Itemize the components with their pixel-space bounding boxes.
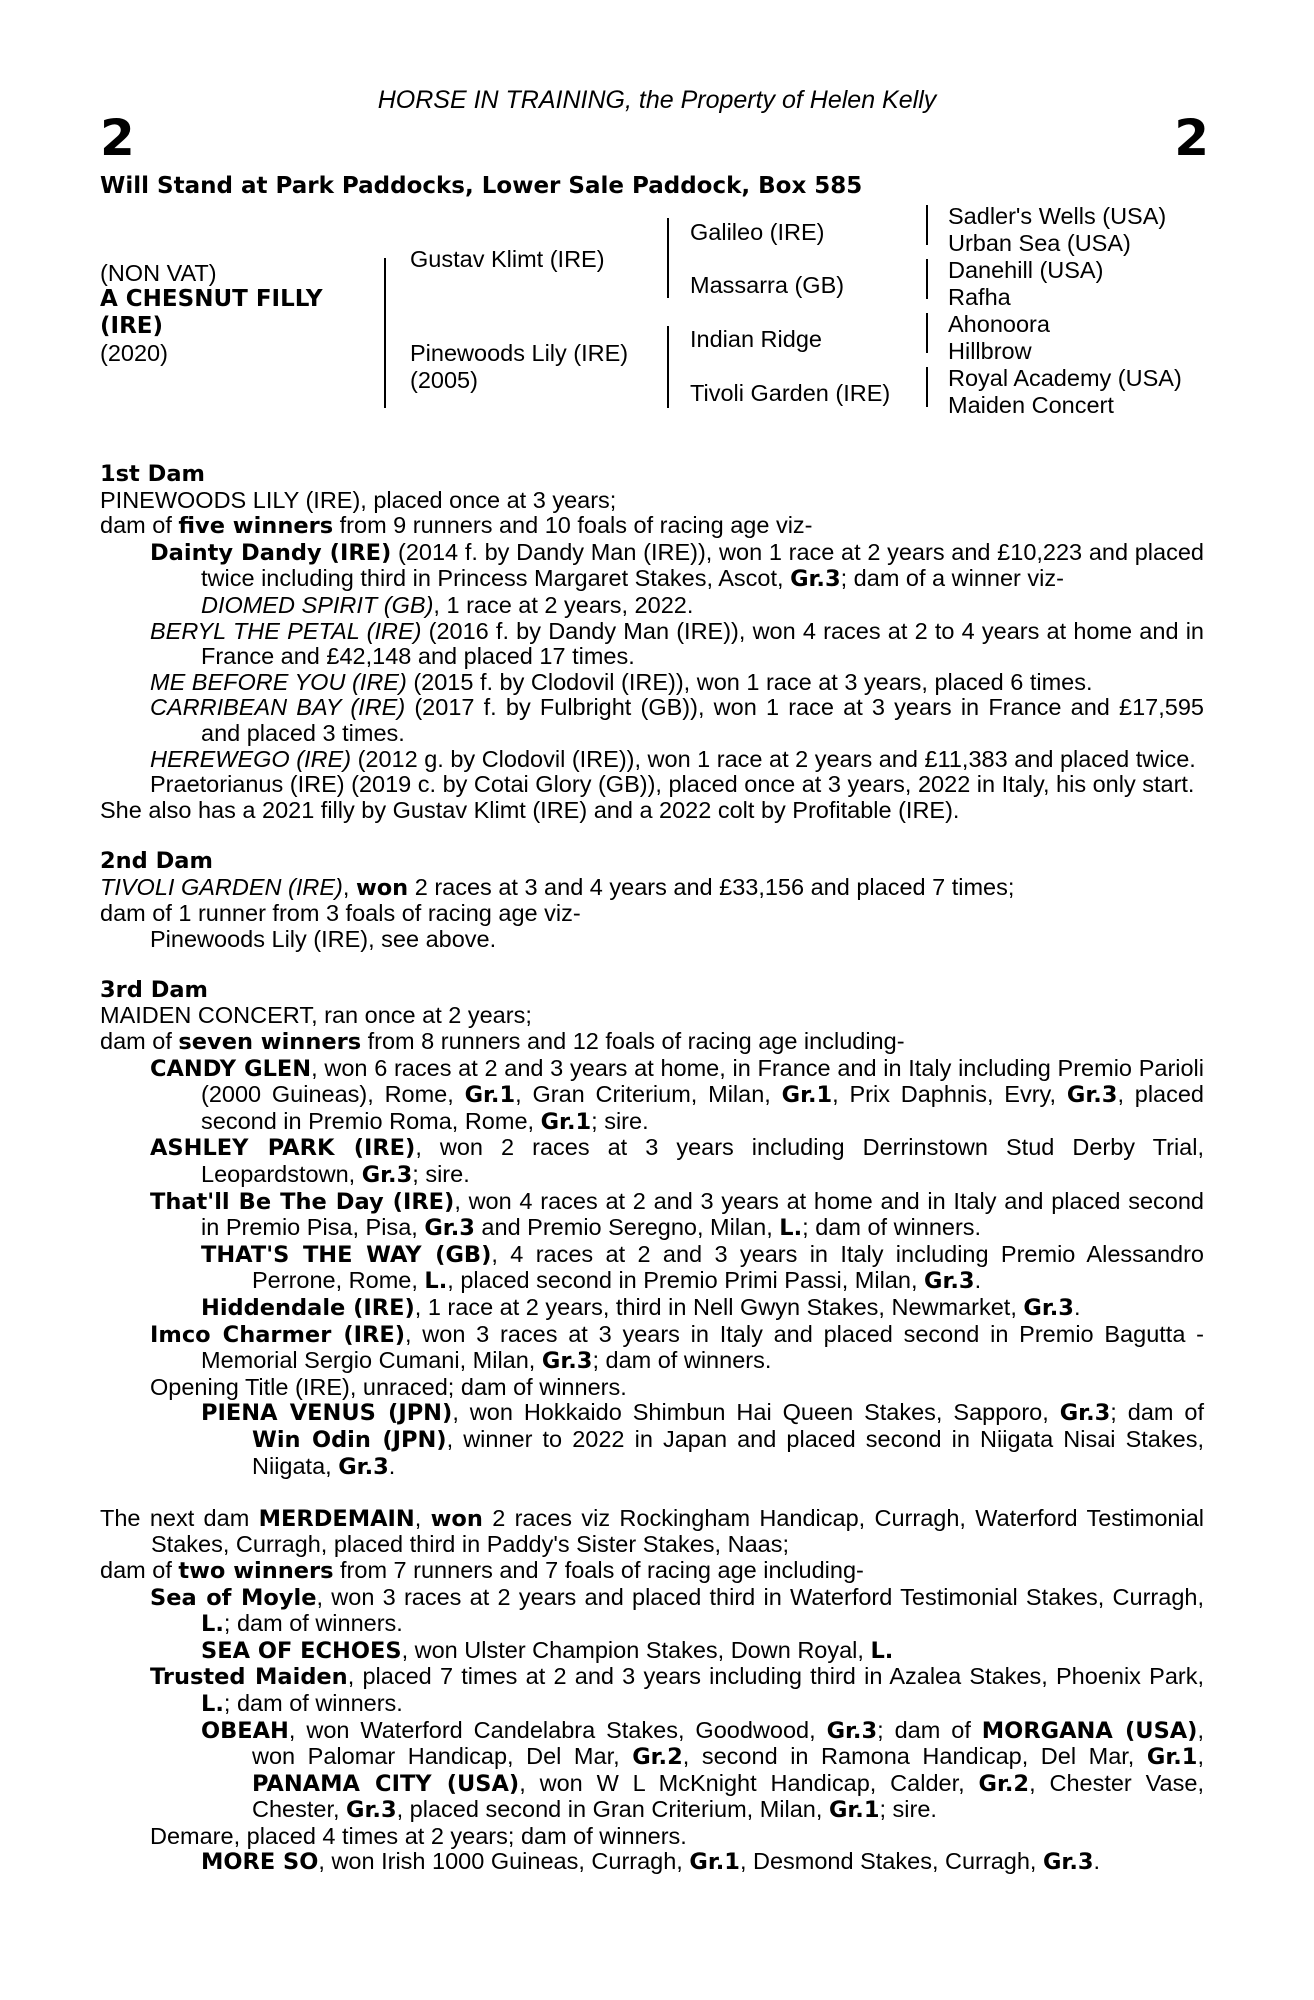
pedigree-g3-3: Danehill (USA) bbox=[948, 257, 1104, 283]
pedigree-g3-5: Ahonoora bbox=[948, 311, 1050, 337]
pedigree-dam: Pinewoods Lily (IRE) bbox=[410, 340, 629, 366]
third-dam-produce-summary: dam of seven winners from 8 runners and 12 foals of racing age including- bbox=[100, 1028, 905, 1056]
first-dam-foals-note: She also has a 2021 filly by Gustav Klimt (IRE) and a 2022 colt by Profitable (IRE). bbox=[100, 796, 960, 823]
pedigree-sire-dam: Massarra (GB) bbox=[690, 272, 845, 298]
next-dam-produce-summary: dam of two winners from 7 runners and 7 foals of racing age including- bbox=[100, 1556, 864, 1584]
produce-sub-entry: Hiddendale (IRE), 1 race at 2 years, third in Nell Gwyn Stakes, Newmarket, Gr.3. bbox=[201, 1294, 1081, 1321]
pedigree-g3-7: Royal Academy (USA) bbox=[948, 365, 1182, 391]
produce-entry: ME BEFORE YOU (IRE) (2015 f. by Clodovil (IRE)), won 1 race at 3 years, placed 6 times. bbox=[150, 668, 1093, 695]
produce-entry: ASHLEY PARK (IRE), won 2 races at 3 years including Derrinstown Stud Derby Trial, Leopardstown, Gr.3; sire. bbox=[150, 1134, 1204, 1189]
produce-sub-entry: SEA OF ECHOES, won Ulster Champion Stakes, Down Royal, L. bbox=[201, 1636, 894, 1664]
pedigree-brace bbox=[667, 326, 669, 408]
first-dam-summary: PINEWOODS LILY (IRE), placed once at 3 years; bbox=[100, 486, 617, 513]
pedigree-dam-sire: Indian Ridge bbox=[690, 326, 822, 352]
lot-number-left: 2 bbox=[100, 109, 135, 167]
produce-entry: That'll Be The Day (IRE), won 4 races at 2 and 3 years at home and in Italy and placed second in Premio Pisa, Pisa, Gr.3 and Premio Seregno, Milan, L.; dam of winners. bbox=[150, 1187, 1204, 1242]
pedigree-brace bbox=[926, 367, 928, 407]
sale-title: HORSE IN TRAINING, the Property of Helen Kelly bbox=[377, 86, 937, 114]
second-dam-heading: 2nd Dam bbox=[100, 847, 213, 874]
produce-sub-entry: MORE SO, won Irish 1000 Guineas, Curragh, Gr.1, Desmond Stakes, Curragh, Gr.3. bbox=[201, 1848, 1101, 1876]
pedigree-brace bbox=[926, 313, 928, 353]
third-dam-section bbox=[100, 978, 1204, 1480]
pedigree-brace bbox=[926, 259, 928, 299]
catalogue-body bbox=[100, 462, 1204, 1876]
produce-entry: CANDY GLEN, won 6 races at 2 and 3 years at home, in France and in Italy including Premio Parioli (2000 Guineas), Rome, Gr.1, Gran Criterium, Milan, Gr.1, Prix Daphnis, Evry, Gr.3, placed second in Premio Roma, Rome, Gr.1; sire. bbox=[150, 1054, 1205, 1135]
first-dam-section bbox=[100, 462, 1204, 823]
pedigree-dam-dam: Tivoli Garden (IRE) bbox=[690, 380, 891, 406]
next-dam-section bbox=[100, 1506, 1204, 1876]
produce-entry: Demare, placed 4 times at 2 years; dam of winners. bbox=[150, 1822, 687, 1849]
produce-entry: Pinewoods Lily (IRE), see above. bbox=[150, 925, 497, 952]
pedigree-brace bbox=[667, 218, 669, 298]
horse-origin: (IRE) bbox=[100, 313, 164, 339]
third-dam-summary: MAIDEN CONCERT, ran once at 2 years; bbox=[100, 1002, 532, 1029]
produce-entry: HEREWEGO (IRE) (2012 g. by Clodovil (IRE)), won 1 race at 2 years and £11,383 and placed twice. bbox=[150, 745, 1196, 772]
pedigree-g3-8: Maiden Concert bbox=[948, 392, 1114, 418]
pedigree-sire-sire: Galileo (IRE) bbox=[690, 219, 825, 245]
lot-number-right: 2 bbox=[1174, 109, 1209, 167]
produce-entry: BERYL THE PETAL (IRE) (2016 f. by Dandy Man (IRE)), won 4 races at 2 to 4 years at home and in France and £42,148 and placed 17 times. bbox=[150, 617, 1204, 670]
produce-sub-entry: DIOMED SPIRIT (GB), 1 race at 2 years, 2022. bbox=[201, 591, 694, 618]
produce-entry: Dainty Dandy (IRE) (2014 f. by Dandy Man (IRE)), won 1 race at 2 years and £10,223 and placed twice including third in Princess Margaret Stakes, Ascot, Gr.3; dam of a winner viz- bbox=[150, 538, 1204, 593]
first-dam-produce-summary: dam of five winners from 9 runners and 10 foals of racing age viz- bbox=[100, 512, 813, 540]
pedigree-brace bbox=[926, 205, 928, 245]
produce-sub-entry: THAT'S THE WAY (GB), 4 races at 2 and 3 years in Italy including Premio Alessandro Perrone, Rome, L., placed second in Premio Primi Passi, Milan, Gr.3. bbox=[201, 1240, 1204, 1295]
pedigree-dam-year: (2005) bbox=[410, 367, 478, 393]
pedigree-g3-2: Urban Sea (USA) bbox=[948, 230, 1131, 256]
produce-entry: Praetorianus (IRE) (2019 c. by Cotai Glory (GB)), placed once at 3 years, 2022 in Italy, his only start. bbox=[150, 771, 1195, 798]
vat-status: (NON VAT) bbox=[100, 260, 217, 286]
produce-entry: Sea of Moyle, won 3 races at 2 years and placed third in Waterford Testimonial Stakes, Curragh, L.; dam of winners. bbox=[150, 1583, 1204, 1638]
next-dam-summary: The next dam MERDEMAIN, won 2 races viz Rockingham Handicap, Curragh, Waterford Testimonial Stakes, Curragh, placed third in Paddy's Sister Stakes, Naas; bbox=[100, 1504, 1204, 1558]
produce-sub-entry: PIENA VENUS (JPN), won Hokkaido Shimbun Hai Queen Stakes, Sapporo, Gr.3; dam of Win Odin (JPN), winner to 2022 in Japan and placed second in Niigata Nisai Stakes, Niigata, Gr.3. bbox=[201, 1399, 1204, 1480]
pedigree-g3-6: Hillbrow bbox=[948, 338, 1032, 364]
horse-year: (2020) bbox=[100, 340, 168, 366]
stand-location: Will Stand at Park Paddocks, Lower Sale Paddock, Box 585 bbox=[100, 173, 863, 199]
produce-entry: Trusted Maiden, placed 7 times at 2 and 3 years including third in Azalea Stakes, Phoenix Park, L.; dam of winners. bbox=[150, 1663, 1204, 1717]
pedigree-g3-4: Rafha bbox=[948, 284, 1011, 310]
pedigree-sire: Gustav Klimt (IRE) bbox=[410, 246, 605, 272]
produce-entry: Opening Title (IRE), unraced; dam of winners. bbox=[150, 1373, 627, 1400]
produce-entry: CARRIBEAN BAY (IRE) (2017 f. by Fulbright (GB)), won 1 race at 3 years in France and £17,595 and placed 3 times. bbox=[150, 694, 1204, 746]
produce-sub-entry: OBEAH, won Waterford Candelabra Stakes, Goodwood, Gr.3; dam of MORGANA (USA), won Palomar Handicap, Del Mar, Gr.2, second in Ramona Handicap, Del Mar, Gr.1, PANAMA CITY (USA), won W L McKnight Handicap, Calder, Gr.2, Chester Vase, Chester, Gr.3, placed second in Gran Criterium, Milan, Gr.1; sire. bbox=[201, 1716, 1204, 1824]
horse-name: A CHESNUT FILLY bbox=[100, 286, 323, 312]
first-dam-heading: 1st Dam bbox=[100, 461, 205, 487]
second-dam-produce-summary: dam of 1 runner from 3 foals of racing age viz- bbox=[100, 900, 581, 927]
third-dam-heading: 3rd Dam bbox=[100, 976, 208, 1003]
pedigree-g3-1: Sadler's Wells (USA) bbox=[948, 203, 1167, 229]
second-dam-summary: TIVOLI GARDEN (IRE), won 2 races at 3 and 4 years and £33,156 and placed 7 times; bbox=[100, 873, 1015, 901]
pedigree-brace bbox=[384, 258, 386, 408]
second-dam-section bbox=[100, 849, 1204, 952]
produce-entry: Imco Charmer (IRE), won 3 races at 3 years in Italy and placed second in Premio Bagutta - Memorial Sergio Cumani, Milan, Gr.3; dam of winners. bbox=[150, 1320, 1204, 1375]
